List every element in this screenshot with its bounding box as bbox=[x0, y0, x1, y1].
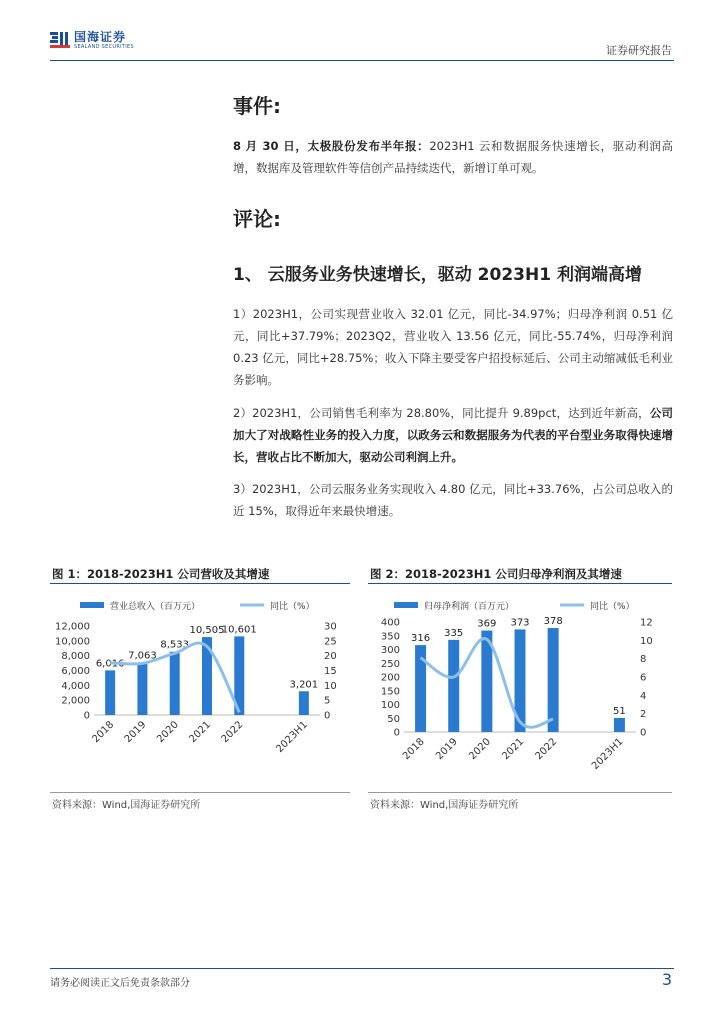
y-right-tick-label: 0 bbox=[640, 727, 647, 739]
bar-2018 bbox=[105, 670, 115, 715]
bar-value-label: 373 bbox=[510, 617, 530, 629]
bar-2019 bbox=[448, 640, 459, 732]
y-right-tick-label: 10 bbox=[640, 635, 653, 647]
paragraph-2-plain: 2）2023H1，公司销售毛利率为 28.80%，同比提升 9.89pct，达到近年新高， bbox=[233, 406, 650, 420]
figure-2-bottom-rule bbox=[368, 792, 672, 793]
y-left-tick-label: 6,000 bbox=[61, 666, 90, 677]
page-number: 3 bbox=[661, 970, 672, 989]
y-left-tick-label: 400 bbox=[380, 617, 400, 629]
y-right-tick-label: 2 bbox=[640, 709, 647, 721]
y-right-tick-label: 12 bbox=[640, 617, 653, 629]
y-left-tick-label: 350 bbox=[380, 631, 400, 643]
section-1-paragraph-3: 3）2023H1，公司云服务业务实现收入 4.80 亿元，同比+33.76%，占公司总收入的近 15%，取得近年来最快增速。 bbox=[233, 482, 673, 518]
bar-value-label: 335 bbox=[444, 627, 464, 639]
figure-1-source: 资料来源：Wind,国海证券研究所 bbox=[52, 800, 201, 811]
figure-2-top-rule bbox=[368, 583, 672, 584]
bar-value-label: 7,063 bbox=[128, 650, 157, 662]
bar-value-label: 8,533 bbox=[160, 639, 190, 651]
x-tick-label: 2018 bbox=[400, 736, 427, 763]
logo-name-cn: 国海证券 bbox=[74, 29, 127, 44]
x-tick-label: 2020 bbox=[467, 736, 493, 763]
report-type-label: 证券研究报告 bbox=[606, 44, 672, 57]
y-right-tick-label: 20 bbox=[324, 651, 337, 663]
event-paragraph bbox=[233, 135, 673, 179]
y-right-tick-label: 25 bbox=[324, 636, 337, 648]
figure-1-bottom-rule bbox=[50, 792, 350, 793]
x-tick-label: 2019 bbox=[122, 719, 149, 746]
legend-bar-label: 营业总收入（百万元） bbox=[110, 602, 201, 612]
figure-1-chart bbox=[50, 592, 350, 790]
bar-value-label: 369 bbox=[477, 618, 497, 630]
section-1-heading: 1、 云服务业务快速增长，驱动 2023H1 利润端高增 bbox=[233, 265, 642, 285]
bar-value-label: 51 bbox=[613, 705, 626, 717]
bar-value-label: 10,601 bbox=[221, 624, 257, 636]
figure-2-title: 图 2：2018-2023H1 公司归母净利润及其增速 bbox=[370, 567, 622, 581]
figure-1-top-rule bbox=[50, 583, 350, 584]
x-tick-label: 2020 bbox=[155, 719, 181, 746]
comment-heading: 评论: bbox=[233, 207, 281, 231]
y-right-tick-label: 6 bbox=[640, 672, 647, 684]
y-right-tick-label: 30 bbox=[324, 621, 337, 633]
footer-divider bbox=[50, 968, 674, 969]
bar-2020 bbox=[170, 652, 180, 715]
y-right-tick-label: 15 bbox=[324, 666, 337, 677]
x-tick-label: 2021 bbox=[500, 736, 527, 763]
legend-line-label: 同比（%） bbox=[590, 602, 635, 612]
x-tick-label: 2022 bbox=[219, 719, 246, 746]
bar-value-label: 3,201 bbox=[289, 679, 319, 691]
y-right-tick-label: 0 bbox=[324, 710, 331, 722]
event-heading: 事件: bbox=[233, 94, 281, 118]
y-left-tick-label: 200 bbox=[380, 672, 400, 684]
y-right-tick-label: 4 bbox=[640, 690, 647, 702]
logo-name-en: SEALAND SECURITIES bbox=[74, 43, 134, 50]
bar-value-label: 378 bbox=[543, 616, 563, 628]
section-1-paragraph-1: 1）2023H1，公司实现营业收入 32.01 亿元，同比-34.97%；归母净利润 0.51 亿元，同比+37.79%；2023Q2，营业收入 13.56 亿元，同比-55.74%，归母净利润 0.23 亿元，同比+28.75%；收入下降主要受客户招投标延后、公司主动缩减低毛利业务影响。 bbox=[233, 307, 673, 387]
x-tick-label: 2019 bbox=[434, 736, 460, 763]
bar-value-label: 316 bbox=[411, 633, 431, 645]
legend-bar-label: 归母净利润（百万元） bbox=[424, 602, 515, 612]
y-left-tick-label: 0 bbox=[393, 727, 400, 739]
header-divider bbox=[50, 60, 674, 61]
x-tick-label: 2023H1 bbox=[589, 736, 626, 772]
y-left-tick-label: 50 bbox=[387, 713, 400, 725]
bar-value-label: 10,505 bbox=[189, 625, 225, 637]
y-left-tick-label: 300 bbox=[380, 645, 400, 656]
bar-2019 bbox=[137, 663, 147, 715]
bar-2023H1 bbox=[299, 691, 309, 715]
y-left-tick-label: 4,000 bbox=[61, 680, 90, 692]
section-1-paragraph-2 bbox=[233, 402, 673, 468]
y-left-tick-label: 100 bbox=[380, 700, 400, 711]
y-left-tick-label: 150 bbox=[380, 686, 400, 698]
logo-mark-icon bbox=[50, 30, 70, 50]
bar-2022 bbox=[548, 628, 559, 732]
legend-bar-swatch bbox=[80, 602, 104, 608]
y-left-tick-label: 0 bbox=[83, 710, 90, 722]
x-tick-label: 2021 bbox=[187, 719, 214, 746]
legend-bar-swatch bbox=[394, 602, 418, 608]
y-left-tick-label: 10,000 bbox=[55, 636, 90, 648]
company-logo bbox=[50, 30, 134, 50]
y-right-tick-label: 10 bbox=[324, 680, 337, 692]
event-text: 2023H1 云和数据服务快速增长，驱动利润高增，数据库及管理软件等信创产品持续迭代，新增订单可观。 bbox=[233, 139, 673, 175]
y-left-tick-label: 250 bbox=[380, 658, 400, 670]
figure-1-title: 图 1：2018-2023H1 公司营收及其增速 bbox=[52, 567, 270, 581]
y-left-tick-label: 12,000 bbox=[55, 621, 90, 633]
y-right-tick-label: 5 bbox=[324, 695, 331, 707]
paragraph-2-bold: 公司加大了对战略性业务的投入力度，以政务云和数据服务为代表的平台型业务取得快速增长，营收占比不断加大，驱动公司利润上升。 bbox=[233, 406, 673, 464]
bar-value-label: 6,016 bbox=[95, 658, 125, 670]
x-tick-label: 2022 bbox=[533, 736, 560, 763]
bar-2023H1 bbox=[614, 718, 625, 732]
figure-2-source: 资料来源：Wind,国海证券研究所 bbox=[370, 800, 519, 811]
footer-disclaimer: 请务必阅读正文后免责条款部分 bbox=[50, 978, 190, 989]
y-right-tick-label: 8 bbox=[640, 654, 647, 666]
x-tick-label: 2018 bbox=[90, 719, 117, 746]
x-tick-label: 2023H1 bbox=[274, 719, 310, 755]
y-left-tick-label: 2,000 bbox=[61, 695, 90, 707]
event-date-lead: 8 月 30 日，太极股份发布半年报： bbox=[233, 139, 430, 153]
legend-line-label: 同比（%） bbox=[270, 602, 315, 612]
y-left-tick-label: 8,000 bbox=[61, 651, 90, 663]
figure-2-chart bbox=[368, 592, 672, 790]
